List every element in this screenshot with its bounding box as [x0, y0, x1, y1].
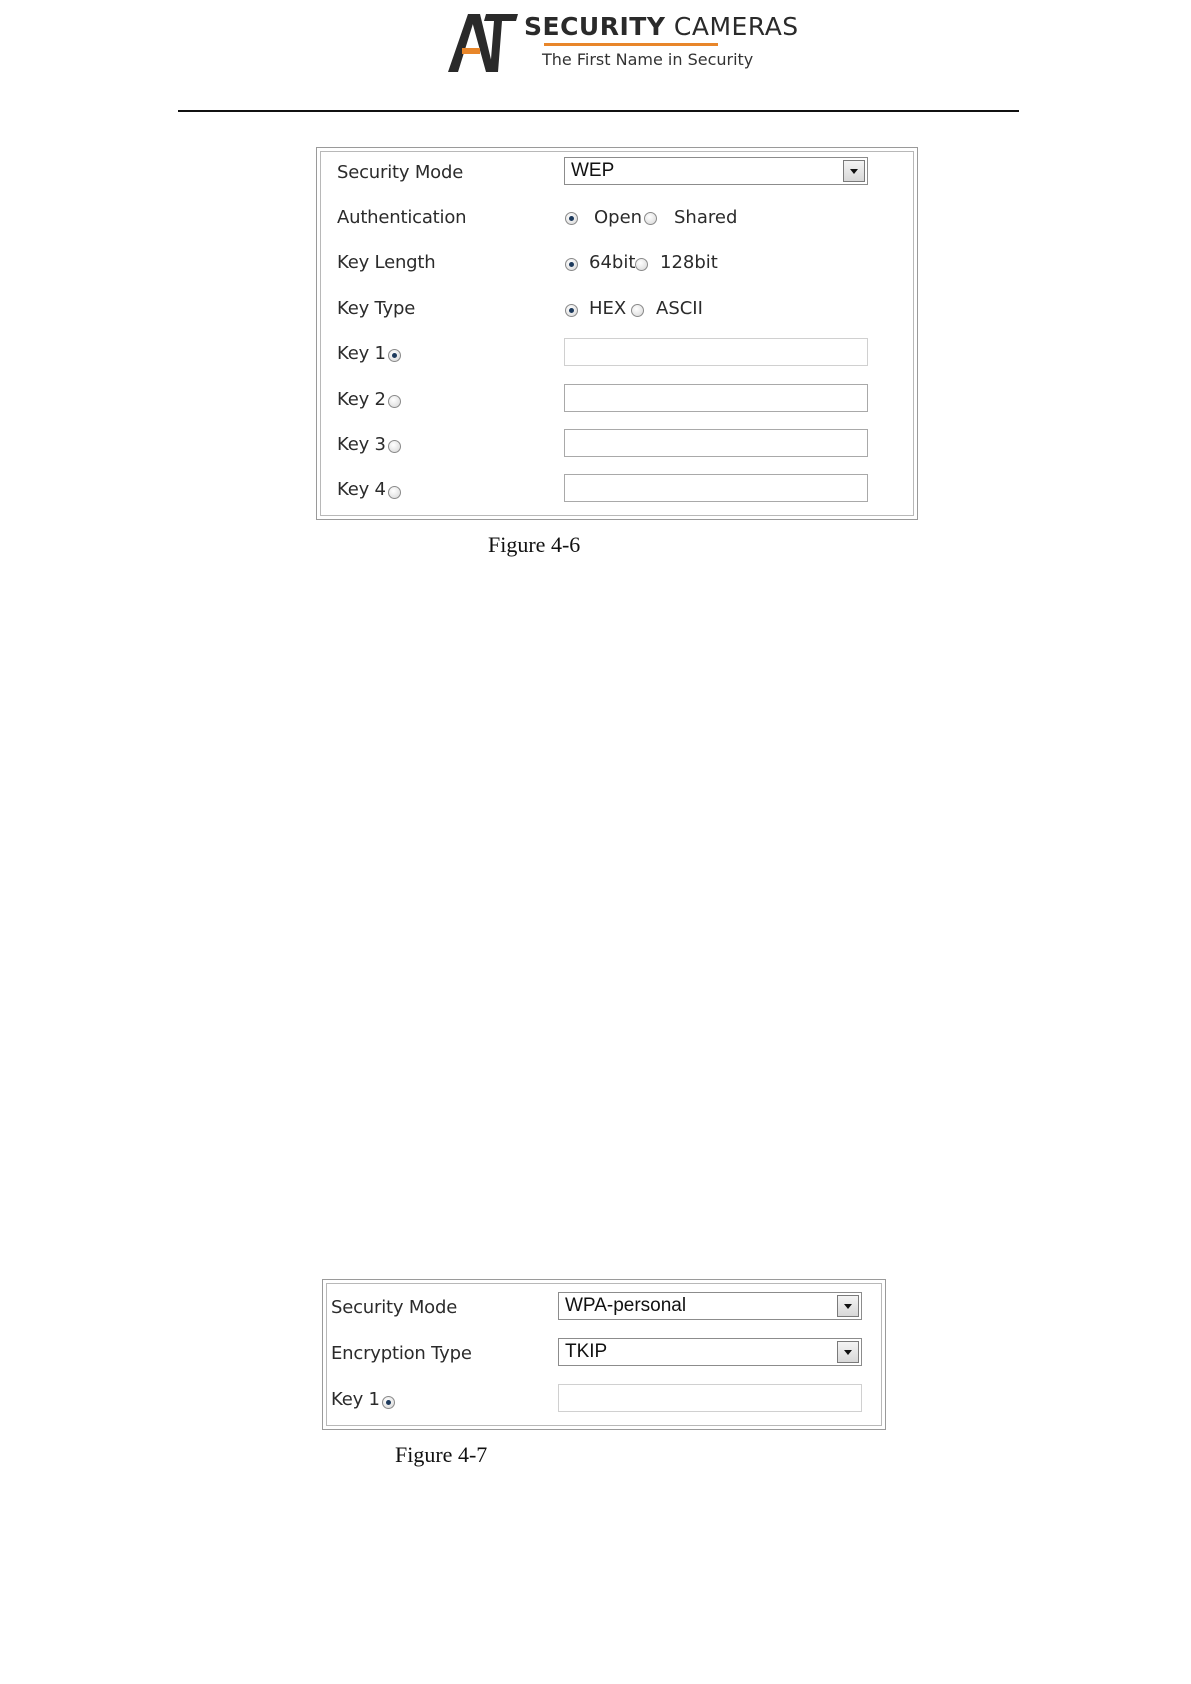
key-2-input[interactable] [564, 384, 868, 412]
dropdown-arrow-icon[interactable] [837, 1341, 859, 1363]
key-type-hex-label: HEX [589, 298, 627, 319]
security-mode-value: WEP [571, 160, 615, 181]
key-type-ascii-label: ASCII [656, 298, 703, 319]
key-3-radio[interactable] [388, 440, 401, 453]
figure-4-6-caption: Figure 4-6 [488, 532, 581, 557]
figure-4-7-caption: Figure 4-7 [395, 1442, 488, 1467]
key-1-input[interactable] [564, 338, 868, 366]
brand-underline [544, 43, 718, 46]
key-4-input[interactable] [564, 474, 868, 502]
brand-name: SECURITY CAMERAS [524, 12, 799, 41]
key-type-hex-radio[interactable] [565, 304, 578, 317]
key-1-label: Key 1 [331, 1389, 380, 1410]
encryption-type-label: Encryption Type [331, 1343, 472, 1364]
header-divider [178, 110, 1019, 112]
auth-shared-radio[interactable] [644, 212, 657, 225]
brand-tagline: The First Name in Security [542, 50, 754, 69]
key-1-label: Key 1 [337, 343, 386, 364]
security-mode-label: Security Mode [331, 1297, 458, 1318]
key-length-64bit-label: 64bit [589, 252, 636, 273]
wpa-settings-panel [322, 1279, 886, 1430]
key-2-label: Key 2 [337, 389, 386, 410]
key-length-64bit-radio[interactable] [565, 258, 578, 271]
company-logo [446, 12, 799, 74]
auth-open-radio[interactable] [565, 212, 578, 225]
security-mode-label: Security Mode [337, 162, 464, 183]
dropdown-arrow-icon[interactable] [843, 160, 865, 182]
auth-shared-label: Shared [674, 207, 738, 228]
key-4-radio[interactable] [388, 486, 401, 499]
authentication-label: Authentication [337, 207, 467, 228]
key-1-radio[interactable] [382, 1396, 395, 1409]
key-type-label: Key Type [337, 298, 416, 319]
key-type-ascii-radio[interactable] [631, 304, 644, 317]
dropdown-arrow-icon[interactable] [837, 1295, 859, 1317]
panel-inner-border [320, 151, 914, 516]
key-4-label: Key 4 [337, 479, 386, 500]
key-3-input[interactable] [564, 429, 868, 457]
encryption-type-select[interactable] [558, 1338, 862, 1366]
a1-logo-icon [446, 12, 522, 74]
key-length-128bit-radio[interactable] [635, 258, 648, 271]
security-mode-select[interactable] [564, 157, 868, 185]
key-1-input[interactable] [558, 1384, 862, 1412]
encryption-type-value: TKIP [565, 1341, 608, 1362]
security-mode-select[interactable] [558, 1292, 862, 1320]
key-1-radio[interactable] [388, 349, 401, 362]
key-length-128bit-label: 128bit [660, 252, 718, 273]
wep-settings-panel [316, 147, 918, 520]
auth-open-label: Open [594, 207, 643, 228]
key-3-label: Key 3 [337, 434, 386, 455]
key-2-radio[interactable] [388, 395, 401, 408]
key-length-label: Key Length [337, 252, 436, 273]
security-mode-value: WPA-personal [565, 1295, 687, 1316]
